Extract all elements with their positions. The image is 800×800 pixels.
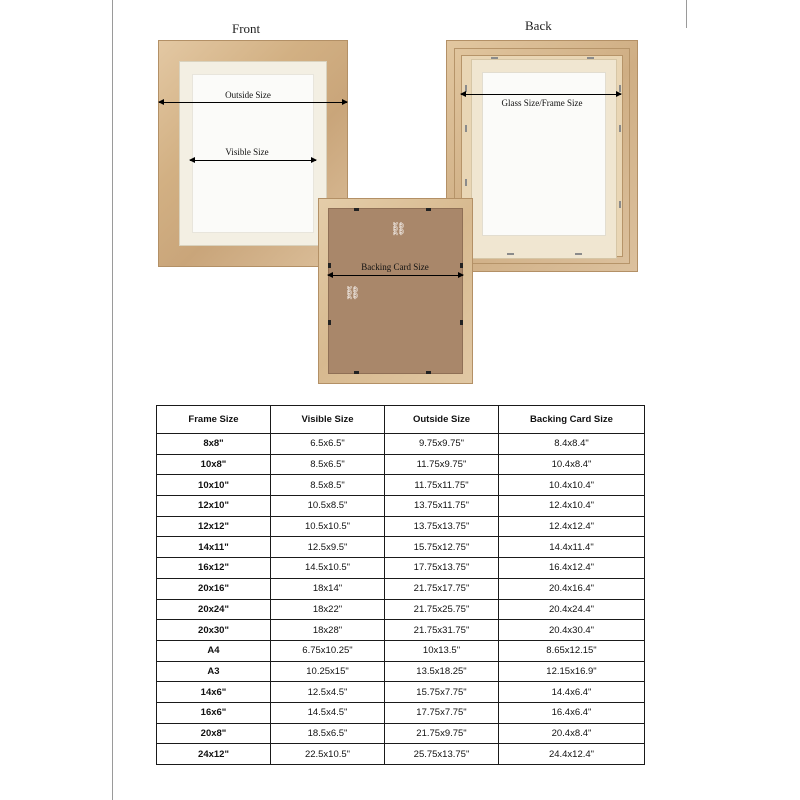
table-cell: 12.5x4.5" xyxy=(271,682,385,703)
table-row xyxy=(157,558,645,579)
clip xyxy=(460,320,463,325)
table-cell: 22.5x10.5" xyxy=(271,744,385,765)
table-row xyxy=(157,454,645,475)
table-cell: 8x8" xyxy=(157,434,271,455)
table-cell: 10.25x15" xyxy=(271,661,385,682)
table-cell: 18.5x6.5" xyxy=(271,723,385,744)
table-cell: 20.4x24.4" xyxy=(499,599,645,620)
clip xyxy=(465,179,467,186)
hanger-icon: ⛓ xyxy=(390,221,407,236)
table-row xyxy=(157,682,645,703)
clip xyxy=(465,125,467,132)
hanger-icon: ⛓ xyxy=(344,285,361,300)
table-cell: 15.75x7.75" xyxy=(385,682,499,703)
table-cell: 20.4x16.4" xyxy=(499,578,645,599)
clip xyxy=(354,371,359,374)
table-cell: 18x22" xyxy=(271,599,385,620)
clip xyxy=(328,263,331,268)
clip xyxy=(575,253,582,255)
table-cell: 20.4x8.4" xyxy=(499,723,645,744)
table-cell: 10.4x8.4" xyxy=(499,454,645,475)
visible-size-label: Visible Size xyxy=(225,147,269,157)
clip xyxy=(619,201,621,208)
table-cell: 8.5x8.5" xyxy=(271,475,385,496)
table-row xyxy=(157,702,645,723)
table-cell: 21.75x31.75" xyxy=(385,620,499,641)
table-cell: 9.75x9.75" xyxy=(385,434,499,455)
size-table xyxy=(156,405,645,765)
table-cell: 11.75x11.75" xyxy=(385,475,499,496)
table-cell: 13.5x18.25" xyxy=(385,661,499,682)
table-cell: 16x6" xyxy=(157,702,271,723)
table-cell: 14.4x11.4" xyxy=(499,537,645,558)
clip xyxy=(460,263,463,268)
back-glass-area xyxy=(482,72,606,236)
table-cell: A3 xyxy=(157,661,271,682)
table-cell: 8.65x12.15" xyxy=(499,640,645,661)
table-row xyxy=(157,599,645,620)
table-cell: 20x30" xyxy=(157,620,271,641)
table-cell: 12.4x10.4" xyxy=(499,496,645,517)
table-row xyxy=(157,578,645,599)
table-cell: 14.5x10.5" xyxy=(271,558,385,579)
table-cell: 6.75x10.25" xyxy=(271,640,385,661)
table-cell: 14.5x4.5" xyxy=(271,702,385,723)
table-cell: 12.4x12.4" xyxy=(499,516,645,537)
table-cell: 13.75x11.75" xyxy=(385,496,499,517)
table-cell: 21.75x17.75" xyxy=(385,578,499,599)
table-cell: 14x11" xyxy=(157,537,271,558)
table-cell: 16.4x6.4" xyxy=(499,702,645,723)
table-cell: A4 xyxy=(157,640,271,661)
table-cell: 11.75x9.75" xyxy=(385,454,499,475)
column-header: Outside Size xyxy=(385,406,499,434)
table-row xyxy=(157,516,645,537)
clip xyxy=(491,57,498,59)
page-border-left xyxy=(112,0,113,800)
table-cell: 17.75x13.75" xyxy=(385,558,499,579)
backing-card-image xyxy=(318,198,473,384)
glass-size-label: Glass Size/Frame Size xyxy=(501,98,583,108)
table-row xyxy=(157,744,645,765)
table-row xyxy=(157,723,645,744)
table-cell: 14.4x6.4" xyxy=(499,682,645,703)
table-row xyxy=(157,620,645,641)
table-cell: 10.4x10.4" xyxy=(499,475,645,496)
front-caption: Front xyxy=(232,21,261,36)
table-cell: 20x24" xyxy=(157,599,271,620)
table-cell: 20.4x30.4" xyxy=(499,620,645,641)
table-cell: 8.5x6.5" xyxy=(271,454,385,475)
table-row xyxy=(157,640,645,661)
table-cell: 10x10" xyxy=(157,475,271,496)
table-cell: 20x8" xyxy=(157,723,271,744)
page-border-right xyxy=(686,0,687,28)
glass-size-arrow xyxy=(461,94,621,95)
table-cell: 24.4x12.4" xyxy=(499,744,645,765)
backing-card-arrow xyxy=(328,275,463,276)
table-cell: 13.75x13.75" xyxy=(385,516,499,537)
table-cell: 24x12" xyxy=(157,744,271,765)
table-cell: 10.5x10.5" xyxy=(271,516,385,537)
table-cell: 12.15x16.9" xyxy=(499,661,645,682)
clip xyxy=(354,208,359,211)
backing-board xyxy=(328,208,463,374)
table-row xyxy=(157,496,645,517)
clip xyxy=(426,371,431,374)
table-row xyxy=(157,537,645,558)
visible-size-arrow xyxy=(190,160,316,161)
outside-size-label: Outside Size xyxy=(225,90,271,100)
table-cell: 6.5x6.5" xyxy=(271,434,385,455)
back-mount xyxy=(471,59,617,259)
table-cell: 16x12" xyxy=(157,558,271,579)
table-cell: 15.75x12.75" xyxy=(385,537,499,558)
column-header: Frame Size xyxy=(157,406,271,434)
back-caption: Back xyxy=(525,18,552,33)
outside-size-arrow xyxy=(159,102,347,103)
table-cell: 10.5x8.5" xyxy=(271,496,385,517)
table-row xyxy=(157,661,645,682)
table-cell: 17.75x7.75" xyxy=(385,702,499,723)
table-body xyxy=(157,434,645,765)
clip xyxy=(507,253,514,255)
table-cell: 21.75x25.75" xyxy=(385,599,499,620)
table-row xyxy=(157,434,645,455)
clip xyxy=(328,320,331,325)
column-header: Backing Card Size xyxy=(499,406,645,434)
table-cell: 18x28" xyxy=(271,620,385,641)
clip xyxy=(619,125,621,132)
table-row xyxy=(157,475,645,496)
clip xyxy=(426,208,431,211)
table-cell: 18x14" xyxy=(271,578,385,599)
back-frame-image xyxy=(446,40,638,272)
table-cell: 14x6" xyxy=(157,682,271,703)
table-cell: 21.75x9.75" xyxy=(385,723,499,744)
backing-card-label: Backing Card Size xyxy=(361,262,429,272)
table-cell: 12x12" xyxy=(157,516,271,537)
table-header-row xyxy=(157,406,645,434)
clip xyxy=(587,57,594,59)
column-header: Visible Size xyxy=(271,406,385,434)
table-cell: 25.75x13.75" xyxy=(385,744,499,765)
table-cell: 8.4x8.4" xyxy=(499,434,645,455)
table-cell: 12.5x9.5" xyxy=(271,537,385,558)
table-cell: 12x10" xyxy=(157,496,271,517)
table-cell: 10x13.5" xyxy=(385,640,499,661)
table-cell: 20x16" xyxy=(157,578,271,599)
table-cell: 16.4x12.4" xyxy=(499,558,645,579)
table-cell: 10x8" xyxy=(157,454,271,475)
